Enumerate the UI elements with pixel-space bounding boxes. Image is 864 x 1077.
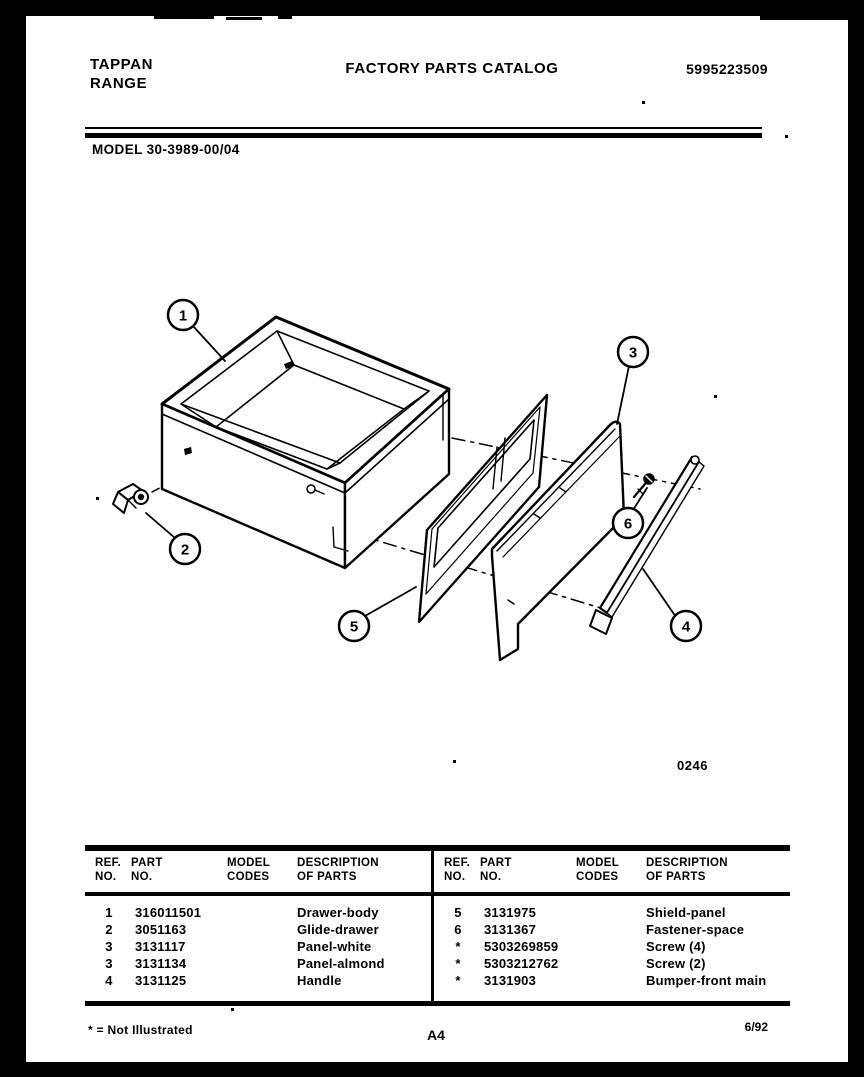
parts-table-right <box>434 851 790 1001</box>
cell-part: 5303269859 <box>484 939 559 954</box>
cell-codes <box>572 938 642 955</box>
cell-ref: 2 <box>105 922 113 937</box>
cell-desc: Drawer-body <box>297 905 379 920</box>
cell-part: 3131367 <box>484 922 537 937</box>
drawer-body-part <box>162 317 449 568</box>
not-illustrated-footnote: * = Not Illustrated <box>88 1023 193 1037</box>
cell-desc: Screw (4) <box>646 939 706 954</box>
cell-desc: Bumper-front main <box>646 973 767 988</box>
cell-part: 3051163 <box>135 922 187 937</box>
cell-desc: Panel-almond <box>297 956 385 971</box>
cell-ref: 1 <box>105 905 113 920</box>
cell-codes <box>223 955 293 972</box>
revision-date: 6/92 <box>744 1020 768 1034</box>
column-header-codes: MODEL CODES <box>227 857 271 883</box>
table-row <box>440 938 790 955</box>
table-header <box>440 856 790 884</box>
brand-line-2: RANGE <box>90 75 148 92</box>
cell-codes <box>572 921 642 938</box>
cell-codes <box>223 972 293 989</box>
cell-desc: Shield-panel <box>646 905 726 920</box>
cell-ref: * <box>455 956 461 971</box>
table-row <box>440 921 790 938</box>
table-row <box>440 904 790 921</box>
cell-ref: * <box>455 939 461 954</box>
cell-ref: 5 <box>454 905 462 920</box>
table-row <box>440 955 790 972</box>
callout-number: 1 <box>178 307 188 325</box>
callout-leader-line <box>617 366 629 424</box>
callout-leader-line <box>365 587 416 616</box>
publication-number: 5995223509 <box>686 61 768 77</box>
cell-part: 3131975 <box>484 905 537 920</box>
brand-line-1: TAPPAN <box>90 56 154 73</box>
column-header-codes: MODEL CODES <box>576 857 620 883</box>
cell-codes <box>572 972 642 989</box>
table-row <box>91 955 431 972</box>
callout-number: 5 <box>349 618 359 636</box>
cell-ref: * <box>455 973 461 988</box>
callout-number: 6 <box>623 515 633 533</box>
table-row <box>91 904 431 921</box>
table-rows <box>440 904 790 989</box>
callout-leader-line <box>643 569 676 617</box>
cell-desc: Screw (2) <box>646 956 706 971</box>
table-row <box>91 938 431 955</box>
cell-ref: 6 <box>454 922 462 937</box>
cell-codes <box>223 921 293 938</box>
callout-leader-line <box>146 513 175 538</box>
table-row <box>440 972 790 989</box>
catalog-page <box>26 16 848 1062</box>
cell-part: 3131134 <box>135 956 187 971</box>
callout-leader-line <box>193 326 225 361</box>
table-row <box>91 921 431 938</box>
column-header-part: PART NO. <box>131 857 163 883</box>
column-header-ref: REF. NO. <box>444 857 471 883</box>
column-header-desc: DESCRIPTION OF PARTS <box>297 857 379 883</box>
column-header-ref: REF. NO. <box>95 857 122 883</box>
cell-codes <box>223 938 293 955</box>
callout-number: 3 <box>628 344 638 362</box>
page-number: A4 <box>427 1027 445 1043</box>
parts-table-left <box>85 851 431 1001</box>
column-header-part: PART NO. <box>480 857 512 883</box>
callout-number: 2 <box>180 541 190 559</box>
table-rows <box>91 904 431 989</box>
cell-part: 316011501 <box>135 905 202 920</box>
callout-number: 4 <box>681 618 691 636</box>
cell-codes <box>223 904 293 921</box>
cell-ref: 3 <box>105 939 113 954</box>
cell-part: 3131125 <box>135 973 187 988</box>
cell-part: 3131903 <box>484 973 537 988</box>
model-number: MODEL 30-3989-00/04 <box>92 142 240 157</box>
cell-part: 5303212762 <box>484 956 559 971</box>
column-header-desc: DESCRIPTION OF PARTS <box>646 857 728 883</box>
cell-ref: 3 <box>105 956 113 971</box>
cell-ref: 4 <box>105 973 113 988</box>
cell-desc: Panel-white <box>297 939 372 954</box>
cell-desc: Handle <box>297 973 342 988</box>
table-header <box>91 856 431 884</box>
cell-codes <box>572 904 642 921</box>
cell-desc: Fastener-space <box>646 922 745 937</box>
glide-drawer-part <box>113 484 148 513</box>
diagram-code: 0246 <box>677 758 708 773</box>
table-row <box>91 972 431 989</box>
cell-codes <box>572 955 642 972</box>
parts-table <box>85 845 790 1006</box>
page-title: FACTORY PARTS CATALOG <box>345 60 559 77</box>
cell-desc: Glide-drawer <box>297 922 379 937</box>
cell-part: 3131117 <box>135 939 186 954</box>
